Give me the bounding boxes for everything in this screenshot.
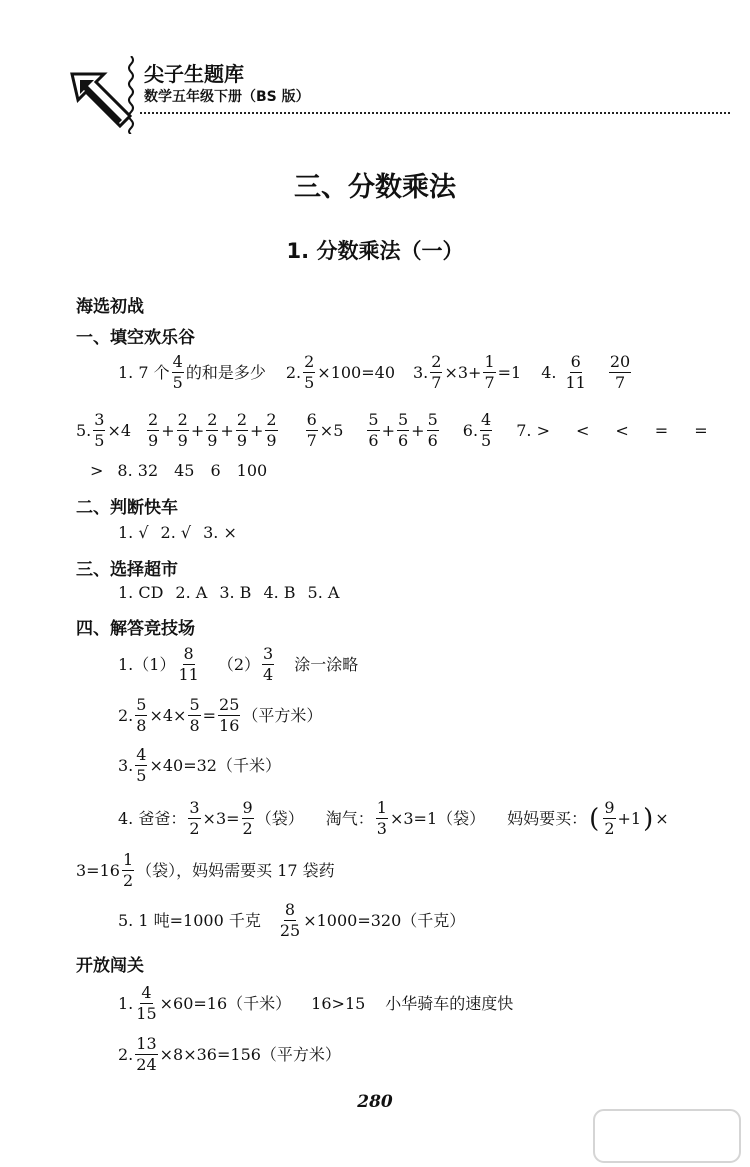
header-dotted-rule [140, 112, 730, 114]
fraction [242, 800, 254, 837]
denominator: 15 [136, 1004, 157, 1023]
text: = [202, 705, 217, 725]
fill-line-1 [118, 354, 633, 391]
answer-line-5 [118, 902, 465, 939]
denominator: 2 [122, 871, 134, 890]
text: 3. B [219, 583, 252, 602]
denominator: 7 [614, 373, 626, 392]
text: （袋） [255, 808, 304, 828]
text: 小华骑车的速度快 [385, 993, 514, 1013]
fill-line-3 [90, 463, 267, 479]
denominator: 6 [368, 431, 379, 450]
text: + [250, 420, 264, 440]
denominator: 24 [136, 1055, 157, 1074]
denominator: 9 [148, 431, 159, 450]
answer-line-4 [118, 800, 669, 837]
numerator: 3 [94, 410, 105, 429]
numerator: 4 [172, 352, 183, 371]
denominator: 9 [207, 431, 218, 450]
numerator: 4 [481, 410, 492, 429]
watermark-logo-icon [592, 1108, 742, 1164]
numerator: 5 [136, 695, 147, 714]
text: ) [643, 803, 654, 834]
page-number: 280 [357, 1092, 393, 1112]
answer-line-2 [118, 697, 322, 734]
text: ×8×36=156（平方米） [159, 1044, 341, 1064]
numerator: 8 [183, 644, 194, 663]
fraction [279, 902, 301, 939]
text: ×1000=320（千克） [303, 910, 466, 930]
text: + [220, 420, 234, 440]
text: 3=16 [76, 860, 120, 880]
text: =1 [497, 362, 522, 382]
fraction [218, 697, 240, 734]
denominator: 6 [397, 431, 409, 450]
open-line-1 [118, 985, 513, 1022]
fraction [480, 412, 492, 449]
fraction [236, 412, 248, 449]
text: （平方米） [242, 705, 323, 725]
text: 妈妈要买： [507, 808, 588, 828]
fill-line-2 [76, 412, 708, 449]
chapter-title: 三、分数乘法 [294, 172, 456, 203]
numerator: 3 [189, 798, 200, 817]
section-answer: 四、解答竞技场 [76, 619, 195, 639]
fraction [93, 412, 105, 449]
denominator: 2 [189, 819, 200, 838]
section-kaifang: 开放闯关 [76, 956, 144, 976]
numerator: 2 [431, 352, 442, 371]
text: 5. A [307, 583, 340, 602]
text: 1. √ [118, 523, 149, 542]
text: 2. [118, 705, 134, 725]
text: = [694, 420, 708, 440]
fraction [430, 354, 442, 391]
denominator: 2 [604, 819, 615, 838]
text: 45 [174, 461, 195, 480]
fraction [565, 354, 587, 391]
text: 7. > [516, 420, 550, 440]
text: 3. [118, 755, 134, 775]
fraction [206, 412, 218, 449]
denominator: 16 [219, 716, 240, 735]
text: 2. √ [160, 523, 192, 542]
fraction [265, 412, 277, 449]
text: 1. 7 个 [118, 362, 170, 382]
numerator: 25 [219, 695, 240, 714]
fraction [177, 646, 199, 683]
choice-answers [118, 585, 339, 601]
denominator: 3 [376, 819, 387, 838]
denominator: 9 [266, 431, 277, 450]
fraction [367, 412, 379, 449]
series-title: 尖子生题库 [144, 62, 244, 86]
numerator: 13 [136, 1034, 157, 1053]
numerator: 6 [306, 410, 317, 429]
text: 6 [210, 461, 221, 480]
fraction [135, 747, 147, 784]
text: × [655, 808, 669, 828]
denominator: 8 [136, 716, 147, 735]
numerator: 9 [604, 798, 615, 817]
text: ( [589, 803, 600, 834]
text: < [575, 420, 590, 440]
text: 4. B [263, 583, 296, 602]
numerator: 6 [570, 352, 581, 371]
text: 2. A [175, 583, 208, 602]
text: 2. [118, 1044, 134, 1064]
denominator: 8 [189, 716, 200, 735]
section-judge: 二、判断快车 [76, 498, 178, 518]
text: + [381, 420, 395, 440]
text: > [90, 461, 104, 480]
fraction [603, 800, 615, 837]
fraction [303, 354, 315, 391]
fraction [306, 412, 318, 449]
numerator: 1 [376, 798, 387, 817]
text: ×3= [202, 808, 240, 828]
fraction [427, 412, 439, 449]
text: 16>15 [311, 993, 366, 1013]
text: ×4 [107, 420, 132, 440]
numerator: 1 [484, 352, 495, 371]
fraction [262, 646, 274, 683]
denominator: 7 [306, 431, 317, 450]
section-fill-blank: 一、填空欢乐谷 [76, 328, 195, 348]
text: + [161, 420, 175, 440]
book-subtitle: 数学五年级下册（BS 版） [144, 89, 310, 105]
text: 8. 32 [117, 461, 159, 480]
wavy-divider-icon [126, 56, 136, 134]
denominator: 5 [172, 373, 183, 392]
section-haixuan: 海选初战 [76, 297, 144, 317]
fraction [483, 354, 495, 391]
fraction [122, 852, 134, 889]
text: + [190, 420, 205, 440]
denominator: 5 [136, 766, 147, 785]
text: 2. [285, 362, 302, 382]
denominator: 25 [279, 921, 301, 940]
fraction [188, 697, 200, 734]
text: ×5 [319, 420, 344, 440]
numerator: 2 [236, 410, 248, 429]
text: ×3=1（袋） [389, 808, 486, 828]
text: ×100=40 [317, 362, 395, 382]
text: 4. [541, 362, 557, 382]
text: 5. 1 吨=1000 千克 [118, 910, 261, 930]
text: 的和是多少 [185, 362, 266, 382]
fraction [147, 412, 159, 449]
open-line-2 [118, 1036, 341, 1073]
numerator: 5 [427, 410, 438, 429]
denominator: 4 [263, 665, 274, 684]
fraction [397, 412, 409, 449]
denominator: 11 [178, 665, 199, 684]
fraction [172, 354, 184, 391]
denominator: 6 [427, 431, 438, 450]
text: = [654, 420, 669, 440]
numerator: 20 [609, 352, 631, 371]
answer-line-3 [118, 747, 281, 784]
text: 4. 爸爸： [118, 808, 187, 828]
denominator: 9 [177, 431, 188, 450]
text: ×3+ [444, 362, 482, 382]
denominator: 9 [236, 431, 248, 450]
text: ×60=16（千米） [159, 993, 292, 1013]
numerator: 1 [122, 850, 134, 869]
section-choice: 三、选择超市 [76, 560, 178, 580]
denominator: 5 [481, 431, 492, 450]
answer-line-4-cont [76, 852, 335, 889]
numerator: 2 [266, 410, 277, 429]
text: （2） [217, 654, 260, 674]
text: 涂一涂略 [294, 654, 359, 674]
text: 5. [76, 420, 92, 440]
numerator: 2 [177, 410, 188, 429]
text: （袋），妈妈需要买 17 袋药 [136, 860, 335, 880]
numerator: 8 [284, 900, 296, 919]
numerator: 4 [136, 745, 147, 764]
denominator: 11 [565, 373, 586, 392]
text: 6. [462, 420, 479, 440]
denominator: 5 [304, 373, 315, 392]
text: 3. [413, 362, 429, 382]
fraction [177, 412, 189, 449]
numerator: 5 [368, 410, 379, 429]
text: < [615, 420, 629, 440]
text: 3. × [203, 523, 237, 542]
text: ×4× [149, 705, 187, 725]
denominator: 7 [431, 373, 442, 392]
fraction [135, 1036, 157, 1073]
text: + [411, 420, 425, 440]
fraction [188, 800, 200, 837]
numerator: 5 [189, 695, 200, 714]
answer-line-1 [118, 646, 358, 683]
numerator: 4 [141, 983, 152, 1002]
numerator: 3 [263, 644, 274, 663]
text: 1. [118, 993, 134, 1013]
fraction [135, 985, 157, 1022]
text: 1.（1） [118, 654, 176, 674]
numerator: 2 [304, 352, 315, 371]
denominator: 7 [484, 373, 495, 392]
text: 淘气： [325, 808, 374, 828]
fraction [376, 800, 388, 837]
text: 1. CD [118, 583, 164, 602]
text: 100 [236, 461, 268, 480]
numerator: 5 [397, 410, 409, 429]
text: +1 [617, 808, 642, 828]
denominator: 2 [242, 819, 253, 838]
fraction [135, 697, 147, 734]
fraction [609, 354, 631, 391]
denominator: 5 [94, 431, 105, 450]
numerator: 9 [242, 798, 253, 817]
lesson-title: 1. 分数乘法（一） [286, 239, 464, 263]
numerator: 2 [148, 410, 159, 429]
judge-answers [118, 525, 237, 541]
numerator: 2 [207, 410, 218, 429]
text: ×40=32（千米） [149, 755, 281, 775]
